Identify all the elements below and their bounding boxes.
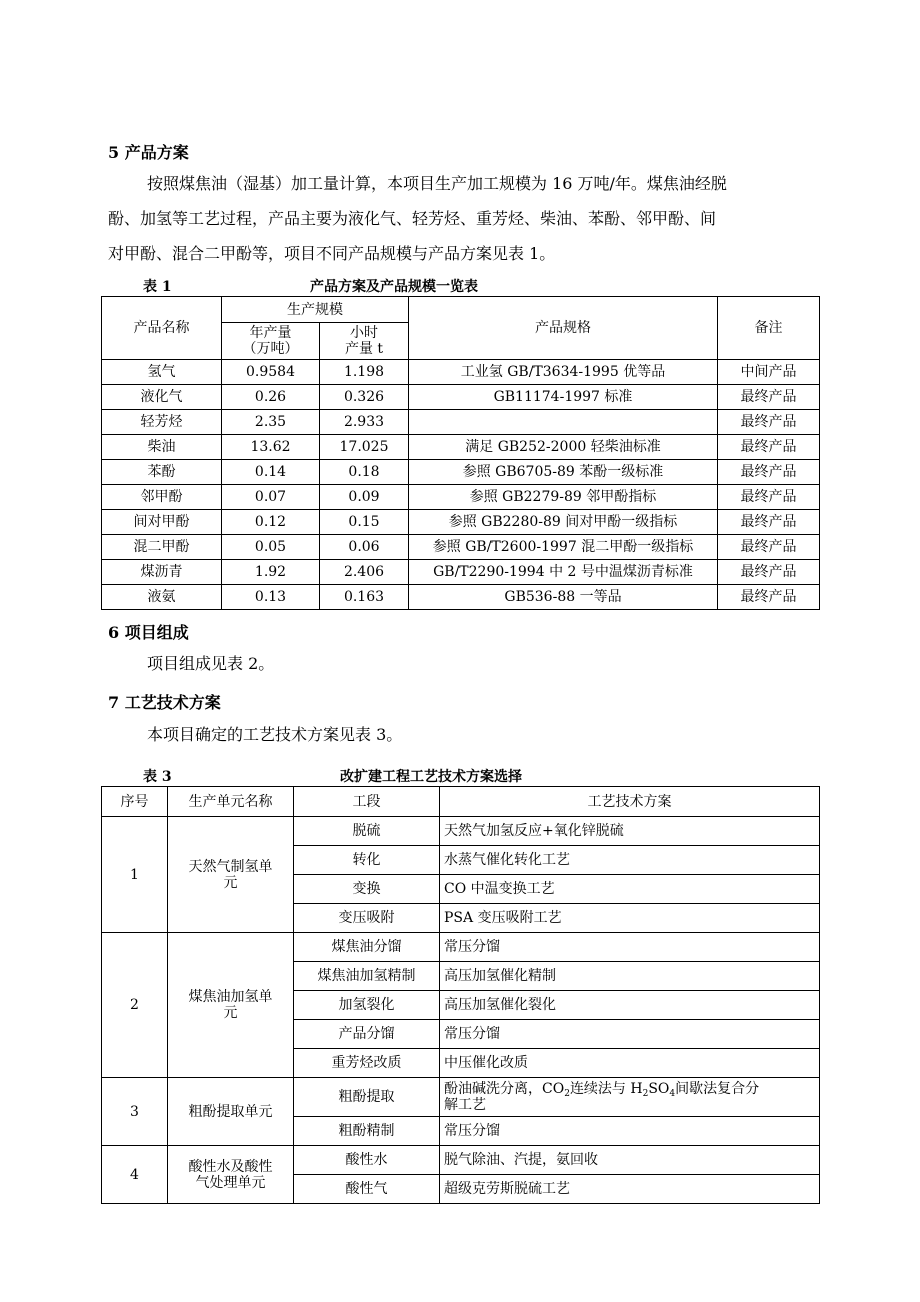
subscript: 2 bbox=[642, 1089, 649, 1099]
hourly-output: 0.18 bbox=[320, 460, 409, 485]
product-name: 间对甲酚 bbox=[102, 510, 222, 535]
table-row bbox=[102, 560, 820, 585]
process-section: 粗酚提取 bbox=[294, 1078, 440, 1117]
product-name: 混二甲酚 bbox=[102, 535, 222, 560]
annual-output: 0.14 bbox=[222, 460, 320, 485]
table-1-header-hourly: 小时 产量 t bbox=[320, 323, 409, 360]
product-table bbox=[101, 296, 820, 610]
hourly-output: 17.025 bbox=[320, 435, 409, 460]
product-name: 柴油 bbox=[102, 435, 222, 460]
section-6-text: 项目组成见表 2。 bbox=[147, 654, 275, 673]
product-name: 轻芳烃 bbox=[102, 410, 222, 435]
section-5-heading: 5 产品方案 bbox=[108, 143, 189, 162]
product-note: 最终产品 bbox=[718, 385, 820, 410]
process-section: 酸性水 bbox=[294, 1146, 440, 1175]
annual-output: 0.07 bbox=[222, 485, 320, 510]
process-section: 粗酚精制 bbox=[294, 1117, 440, 1146]
hourly-output: 0.326 bbox=[320, 385, 409, 410]
product-spec: GB/T2290-1994 中 2 号中温煤沥青标准 bbox=[409, 560, 718, 585]
product-spec: 工业氢 GB/T3634-1995 优等品 bbox=[409, 360, 718, 385]
table-row bbox=[102, 460, 820, 485]
section-7-heading: 7 工艺技术方案 bbox=[108, 693, 221, 712]
product-name: 苯酚 bbox=[102, 460, 222, 485]
process-section: 脱硫 bbox=[294, 817, 440, 846]
hourly-output: 2.406 bbox=[320, 560, 409, 585]
annual-output: 0.26 bbox=[222, 385, 320, 410]
header-technology: 工艺技术方案 bbox=[440, 787, 820, 817]
process-technology: 水蒸气催化转化工艺 bbox=[440, 846, 820, 875]
product-note: 最终产品 bbox=[718, 435, 820, 460]
product-spec: 参照 GB6705-89 苯酚一级标准 bbox=[409, 460, 718, 485]
product-note: 最终产品 bbox=[718, 510, 820, 535]
hourly-output: 1.198 bbox=[320, 360, 409, 385]
annual-output: 0.9584 bbox=[222, 360, 320, 385]
product-note: 最终产品 bbox=[718, 560, 820, 585]
subscript: 2 bbox=[564, 1089, 570, 1099]
process-section: 煤焦油分馏 bbox=[294, 933, 440, 962]
unit-name: 酸性水及酸性 气处理单元 bbox=[168, 1146, 294, 1204]
product-note: 最终产品 bbox=[718, 460, 820, 485]
hourly-output: 0.06 bbox=[320, 535, 409, 560]
table-3-header-row bbox=[102, 787, 820, 817]
table-3-label: 表 3 bbox=[143, 769, 172, 785]
table-row bbox=[102, 585, 820, 610]
phenol-method-part-e: 解工艺 bbox=[444, 1097, 486, 1113]
table-3-title: 改扩建工程工艺技术方案选择 bbox=[340, 769, 522, 785]
product-name: 液化气 bbox=[102, 385, 222, 410]
table-1-header-annual: 年产量 （万吨） bbox=[222, 323, 320, 360]
process-section: 变换 bbox=[294, 875, 440, 904]
process-section: 酸性气 bbox=[294, 1175, 440, 1204]
product-spec: GB11174-1997 标准 bbox=[409, 385, 718, 410]
process-table bbox=[101, 786, 820, 1204]
process-section: 转化 bbox=[294, 846, 440, 875]
annual-output: 13.62 bbox=[222, 435, 320, 460]
hourly-output: 0.163 bbox=[320, 585, 409, 610]
process-section: 变压吸附 bbox=[294, 904, 440, 933]
table-row bbox=[102, 535, 820, 560]
section-5-line-2: 酚、加氢等工艺过程，产品主要为液化气、轻芳烃、重芳烃、柴油、苯酚、邻甲酚、间 bbox=[108, 209, 717, 228]
process-technology: 常压分馏 bbox=[440, 1020, 820, 1049]
header-unit: 生产单元名称 bbox=[168, 787, 294, 817]
process-technology: 常压分馏 bbox=[440, 1117, 820, 1146]
product-note: 最终产品 bbox=[718, 485, 820, 510]
product-note: 中间产品 bbox=[718, 360, 820, 385]
unit-number: 1 bbox=[102, 817, 168, 933]
section-6-heading: 6 项目组成 bbox=[108, 623, 189, 642]
annual-output: 0.13 bbox=[222, 585, 320, 610]
process-technology: CO 中温变换工艺 bbox=[440, 875, 820, 904]
table-row bbox=[102, 817, 820, 846]
process-technology: 脱气除油、汽提，氨回收 bbox=[440, 1146, 820, 1175]
table-row bbox=[102, 435, 820, 460]
process-technology: 天然气加氢反应+氧化锌脱硫 bbox=[440, 817, 820, 846]
hourly-output: 0.15 bbox=[320, 510, 409, 535]
product-spec: 满足 GB252-2000 轻柴油标准 bbox=[409, 435, 718, 460]
table-row bbox=[102, 360, 820, 385]
phenol-method-part-a: 酚油碱洗分离，CO bbox=[444, 1081, 565, 1097]
header-no: 序号 bbox=[102, 787, 168, 817]
table-row bbox=[102, 485, 820, 510]
phenol-method-part-d: 间歇法复合分 bbox=[675, 1081, 760, 1097]
unit-number: 3 bbox=[102, 1078, 168, 1146]
process-section: 重芳烃改质 bbox=[294, 1049, 440, 1078]
table-row bbox=[102, 1078, 820, 1117]
unit-number: 2 bbox=[102, 933, 168, 1078]
product-name: 邻甲酚 bbox=[102, 485, 222, 510]
process-technology: 超级克劳斯脱硫工艺 bbox=[440, 1175, 820, 1204]
phenol-method-part-c: SO bbox=[648, 1081, 670, 1097]
process-technology: 中压催化改质 bbox=[440, 1049, 820, 1078]
product-name: 煤沥青 bbox=[102, 560, 222, 585]
process-technology: 高压加氢催化裂化 bbox=[440, 991, 820, 1020]
product-spec: 参照 GB2280-89 间对甲酚一级指标 bbox=[409, 510, 718, 535]
unit-name: 天然气制氢单 元 bbox=[168, 817, 294, 933]
product-name: 液氨 bbox=[102, 585, 222, 610]
section-5-line-3: 对甲酚、混合二甲酚等，项目不同产品规模与产品方案见表 1。 bbox=[108, 244, 556, 263]
annual-output: 1.92 bbox=[222, 560, 320, 585]
unit-name: 粗酚提取单元 bbox=[168, 1078, 294, 1146]
table-row bbox=[102, 385, 820, 410]
annual-output: 0.12 bbox=[222, 510, 320, 535]
table-1-header-row bbox=[102, 297, 820, 323]
product-note: 最终产品 bbox=[718, 585, 820, 610]
product-spec: 参照 GB2279-89 邻甲酚指标 bbox=[409, 485, 718, 510]
product-note: 最终产品 bbox=[718, 410, 820, 435]
table-row bbox=[102, 410, 820, 435]
section-5-line-1: 按照煤焦油（湿基）加工量计算，本项目生产加工规模为 16 万吨/年。煤焦油经脱 bbox=[147, 174, 727, 193]
table-1-header-spec: 产品规格 bbox=[409, 297, 718, 360]
table-1-label: 表 1 bbox=[143, 279, 172, 295]
table-row bbox=[102, 510, 820, 535]
table-1-header-name: 产品名称 bbox=[102, 297, 222, 360]
unit-number: 4 bbox=[102, 1146, 168, 1204]
hourly-output: 0.09 bbox=[320, 485, 409, 510]
product-spec: 参照 GB/T2600-1997 混二甲酚一级指标 bbox=[409, 535, 718, 560]
product-name: 氢气 bbox=[102, 360, 222, 385]
header-section: 工段 bbox=[294, 787, 440, 817]
subscript: 4 bbox=[669, 1089, 676, 1099]
process-section: 加氢裂化 bbox=[294, 991, 440, 1020]
table-1-header-scale: 生产规模 bbox=[222, 297, 409, 323]
table-1-title: 产品方案及产品规模一览表 bbox=[310, 279, 478, 295]
product-note: 最终产品 bbox=[718, 535, 820, 560]
process-technology: PSA 变压吸附工艺 bbox=[440, 904, 820, 933]
table-row bbox=[102, 1146, 820, 1175]
section-7-text: 本项目确定的工艺技术方案见表 3。 bbox=[147, 725, 403, 744]
product-spec bbox=[409, 410, 718, 435]
hourly-output: 2.933 bbox=[320, 410, 409, 435]
table-1-header-note: 备注 bbox=[718, 297, 820, 360]
annual-output: 2.35 bbox=[222, 410, 320, 435]
process-technology: 常压分馏 bbox=[440, 933, 820, 962]
process-technology bbox=[440, 1078, 820, 1117]
process-technology: 高压加氢催化精制 bbox=[440, 962, 820, 991]
process-section: 煤焦油加氢精制 bbox=[294, 962, 440, 991]
unit-name: 煤焦油加氢单 元 bbox=[168, 933, 294, 1078]
process-section: 产品分馏 bbox=[294, 1020, 440, 1049]
annual-output: 0.05 bbox=[222, 535, 320, 560]
table-row bbox=[102, 933, 820, 962]
product-spec: GB536-88 一等品 bbox=[409, 585, 718, 610]
phenol-method-part-b: 连续法与 H bbox=[569, 1081, 643, 1097]
